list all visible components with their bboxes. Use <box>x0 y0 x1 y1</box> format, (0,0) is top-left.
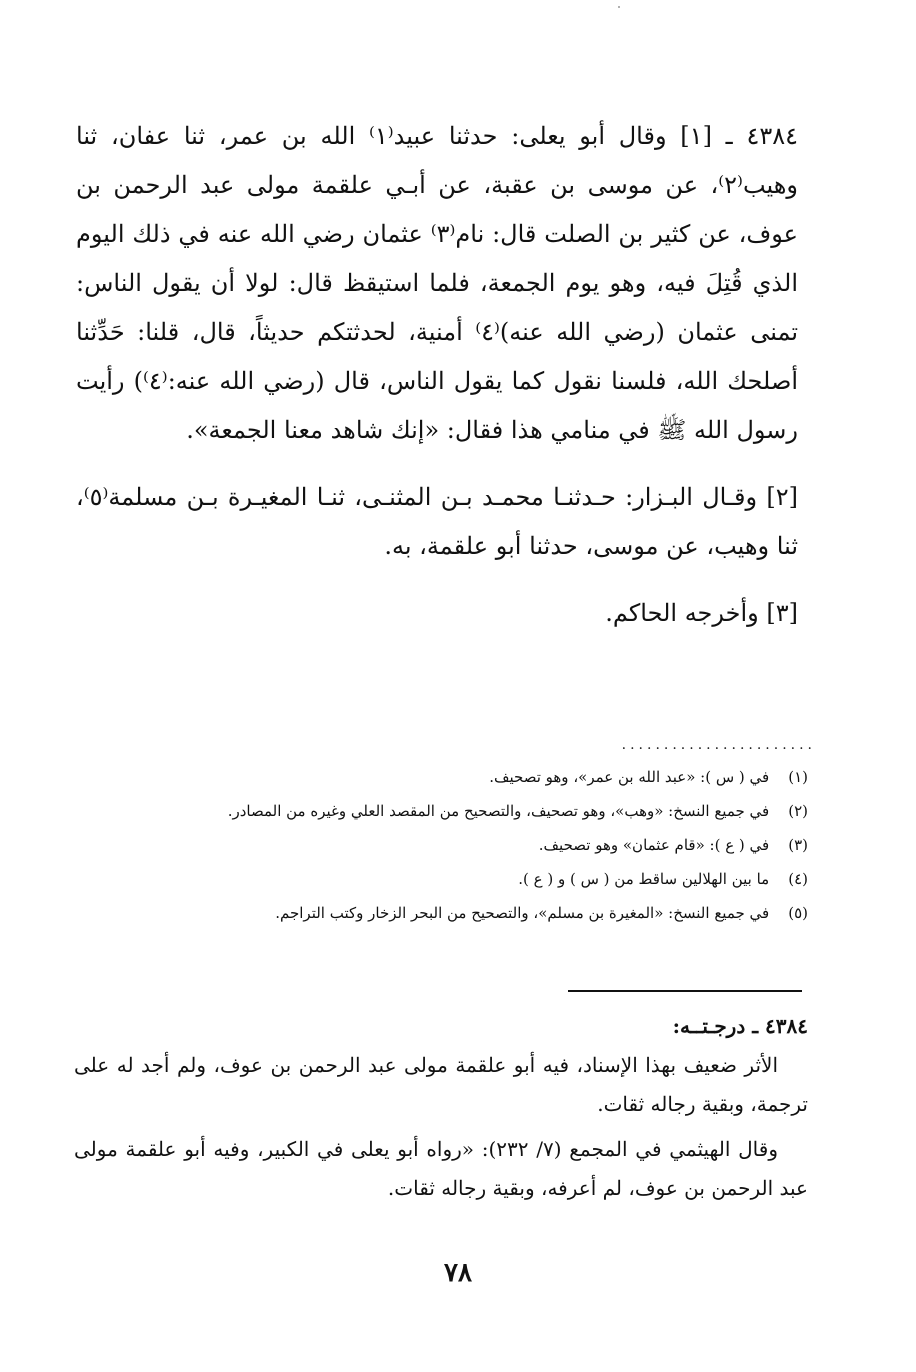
hadith-paragraph-3: [٣] وأخرجه الحاكم. <box>605 599 798 627</box>
hadith-paragraph-2: [٢] وقـال البـزار: حـدثنـا محمـد بـن المثنـى، ثنـا المغيـرة بـن مسلمة⁽٥⁾، ثنا وهيب، عن موسى، حدثنا أبو علقمة، به. <box>76 483 798 560</box>
grade-paragraph-2-text: وقال الهيثمي في المجمع (٧/ ٢٣٢): «رواه أبو يعلى في الكبير، وفيه أبو علقمة مولى عبد الرحمن بن عوف، لم أعرفه، وبقية رجاله ثقات. <box>74 1137 808 1200</box>
grade-paragraph-1-text: الأثر ضعيف بهذا الإسناد، فيه أبو علقمة مولى عبد الرحمن بن عوف، ولم أجد له على ترجمة، وبقية رجاله ثقات. <box>74 1053 808 1116</box>
footnote-text: في جميع النسخ: «المغيرة بن مسلم»، والتصحيح من البحر الزخار وكتب التراجم. <box>275 904 770 922</box>
footnote-number: (٥) <box>788 904 808 922</box>
grade-paragraph-1 <box>74 1046 808 1124</box>
footnote-item <box>60 794 808 828</box>
grade-section <box>74 1006 808 1208</box>
footnote-separator: ....................... <box>621 737 816 749</box>
footnote-text: في ( س ): «عبد الله بن عمر»، وهو تصحيف. <box>489 768 770 786</box>
footnote-number: (٤) <box>788 870 808 888</box>
footnote-item <box>60 862 808 896</box>
footnote-text: في ( ع ): «قام عثمان» وهو تصحيف. <box>538 836 770 854</box>
footnote-number: (١) <box>788 768 808 786</box>
footnote-number: (٢) <box>788 802 808 820</box>
scan-speck <box>618 6 620 8</box>
page-number: ٧٨ <box>444 1258 472 1288</box>
footnote-item <box>60 828 808 862</box>
footnote-item <box>60 760 808 794</box>
footnote-text: في جميع النسخ: «وهب»، وهو تصحيف، والتصحيح من المقصد العلي وغيره من المصادر. <box>227 802 770 820</box>
footnote-item <box>60 896 808 930</box>
grade-paragraph-2 <box>74 1130 808 1208</box>
grade-heading: ٤٣٨٤ ـ درجـتــه: <box>672 1014 808 1038</box>
footnote-text: ما بين الهلالين ساقط من ( س ) و ( ع ). <box>518 870 770 888</box>
hadith-paragraph-1: ٤٣٨٤ ـ [١] وقال أبو يعلى: حدثنا عبيد⁽١⁾ الله بن عمر، ثنا عفان، ثنا وهيب⁽٢⁾، عن موسى بن عقبة، عن أبـي علقمة مولى عبد الرحمن بن عوف، عن كثير بن الصلت قال: نام⁽٣⁾ عثمان رضي الله عنه في ذلك اليوم الذي قُتِلَ فيه، وهو يوم الجمعة، فلما استيقظ قال: لولا أن يقول الناس: تمنى عثمان (رضي الله عنه)⁽٤⁾ أمنية، لحدثتكم حديثاً، قال، قلنا: حَدِّثنا أصلحك الله، فلسنا نقول كما يقول الناس، قال (رضي الله عنه:⁽٤⁾) رأيت رسول الله ﷺ في منامي هذا فقال: «إنك شاهد معنا الجمعة». <box>76 122 799 444</box>
footnotes-list <box>60 760 808 930</box>
hadith-text <box>76 112 828 638</box>
footnote-number: (٣) <box>788 836 808 854</box>
grade-divider <box>568 990 802 992</box>
